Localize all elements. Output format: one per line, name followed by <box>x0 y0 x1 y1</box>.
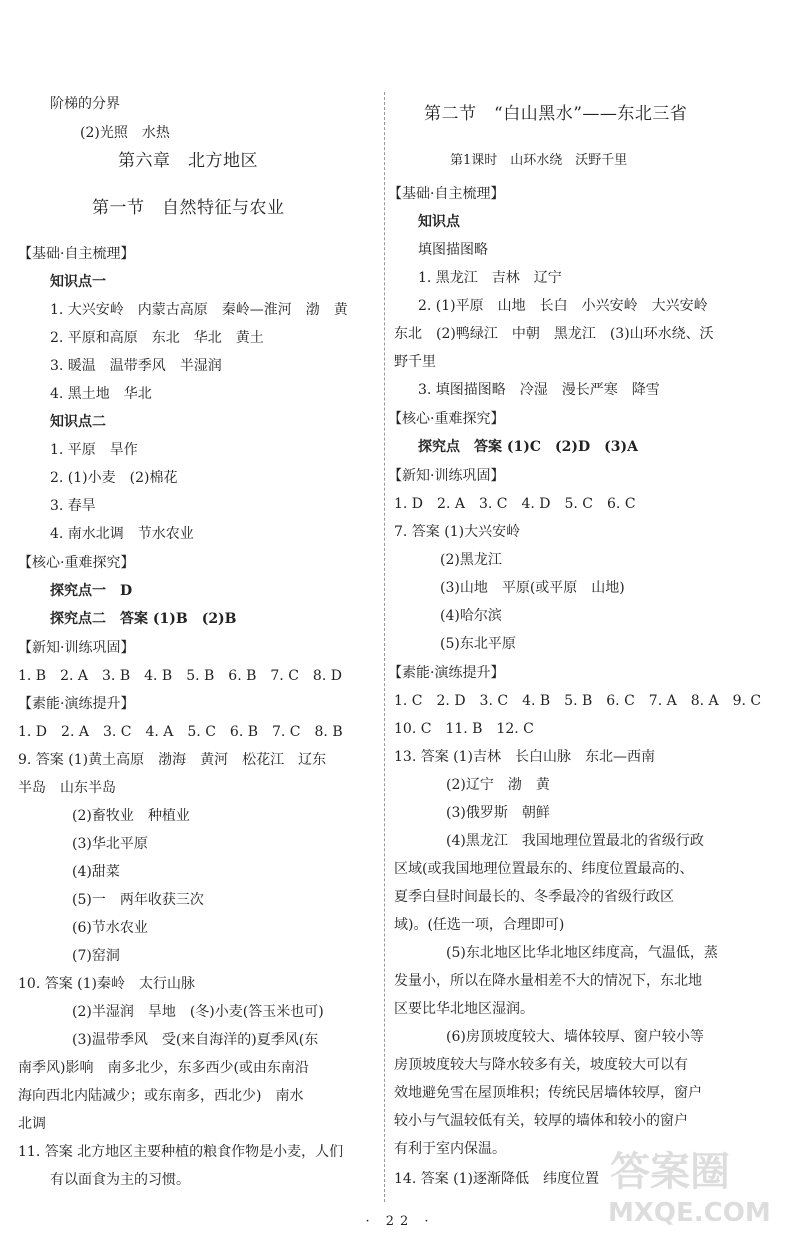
text-line: 1. D 2. A 3. C 4. A 5. C 6. B 7. C 8. B <box>18 724 343 740</box>
text-line: (2)辽宁 渤 黄 <box>446 777 550 793</box>
text-line: 有以面食为主的习惯。 <box>50 1172 190 1188</box>
text-line: 1. C 2. D 3. C 4. B 5. B 6. C 7. A 8. A 9. C <box>394 693 762 709</box>
text-line: 探究点一 D <box>50 583 133 599</box>
text-line: 域)。(任选一项，合理即可) <box>394 917 565 933</box>
text-line: (5)一 两年收获三次 <box>72 892 204 908</box>
section-heading: 【基础·自主梳理】 <box>388 186 505 202</box>
text-line: 7. 答案 (1)大兴安岭 <box>394 524 521 540</box>
page-number: · 22 · <box>365 1214 435 1229</box>
text-line: 10. C 11. B 12. C <box>394 721 534 737</box>
subheading: 知识点 <box>418 214 460 230</box>
text-line: (6)房顶坡度较大、墙体较厚、窗户较小等 <box>446 1029 704 1045</box>
text-line: 发量小，所以在降水量相差不大的情况下，东北地 <box>394 973 702 989</box>
section-heading: 【素能·演练提升】 <box>388 665 505 681</box>
subheading: 知识点二 <box>50 414 106 430</box>
text-line: 南季风)影响 南多北少，东多西少(或由东南沿 <box>18 1060 309 1076</box>
text-line: 9. 答案 (1)黄土高原 渤海 黄河 松花江 辽东 <box>18 752 327 768</box>
watermark-url: MXQE.COM <box>608 1198 771 1228</box>
subheading: 知识点一 <box>50 274 106 290</box>
text-line: (3)温带季风 受(来自海洋的)夏季风(东 <box>72 1032 319 1048</box>
text-line: (4)哈尔滨 <box>440 608 502 624</box>
text-line: 夏季白昼时间最长的、冬季最冷的省级行政区 <box>394 889 674 905</box>
text-line: (4)甜菜 <box>72 864 120 880</box>
text-line: 11. 答案 北方地区主要种植的粮食作物是小麦，人们 <box>18 1144 344 1160</box>
text-line: 1. 平原 旱作 <box>50 442 138 458</box>
text-line: (2)畜牧业 种植业 <box>72 808 190 824</box>
text-line: 2. (1)平原 山地 长白 小兴安岭 大兴安岭 <box>418 298 708 314</box>
chapter-title: 第六章 北方地区 <box>118 151 258 171</box>
text-line: 海向西北内陆减少；或东南多，西北少) 南水 <box>18 1088 304 1104</box>
text-line: 有利于室内保温。 <box>394 1141 506 1157</box>
section-heading: 【素能·演练提升】 <box>18 696 135 712</box>
lesson-title: 第1课时 山环水绕 沃野千里 <box>450 153 628 168</box>
text-line: 野千里 <box>394 354 436 370</box>
section-title: 第一节 自然特征与农业 <box>92 198 285 218</box>
text-line: 14. 答案 (1)逐渐降低 纬度位置 <box>394 1171 599 1187</box>
text-line: 2. (1)小麦 (2)棉花 <box>50 470 178 486</box>
text-line: 探究点 答案 (1)C (2)D (3)A <box>418 439 638 455</box>
text-line: 1. B 2. A 3. B 4. B 5. B 6. B 7. C 8. D <box>18 668 342 684</box>
watermark-text: 答案圈 <box>610 1149 730 1195</box>
text-line: (6)节水农业 <box>72 920 148 936</box>
text-line: 阶梯的分界 <box>50 96 120 112</box>
text-line: 3. 暖温 温带季风 半湿润 <box>50 358 222 374</box>
text-line: 1. 大兴安岭 内蒙古高原 秦岭—淮河 渤 黄 <box>50 302 348 318</box>
text-line: (2)黑龙江 <box>440 552 502 568</box>
text-line: 探究点二 答案 (1)B (2)B <box>50 611 237 627</box>
text-line: 4. 黑土地 华北 <box>50 386 152 402</box>
text-line: (5)东北地区比华北地区纬度高，气温低，蒸 <box>446 945 718 961</box>
column-divider <box>384 92 385 1202</box>
text-line: (5)东北平原 <box>440 636 516 652</box>
section-heading: 【基础·自主梳理】 <box>18 246 135 262</box>
text-line: 房顶坡度较大与降水较多有关，坡度较大可以有 <box>394 1057 688 1073</box>
text-line: (2)半湿润 旱地 (冬)小麦(答玉米也可) <box>72 1004 324 1020</box>
text-line: 填图描图略 <box>418 242 488 258</box>
text-line: (3)华北平原 <box>72 836 148 852</box>
text-line: (3)山地 平原(或平原 山地) <box>440 580 625 596</box>
section-heading: 【核心·重难探究】 <box>18 555 135 571</box>
section-heading: 【核心·重难探究】 <box>388 411 505 427</box>
text-line: 区域(或我国地理位置最东的、纬度位置最高的、 <box>394 861 694 877</box>
text-line: 效地避免雪在屋顶堆积；传统民居墙体较厚，窗户 <box>394 1085 702 1101</box>
text-line: 东北 (2)鸭绿江 中朝 黑龙江 (3)山环水绕、沃 <box>394 326 714 342</box>
text-line: (4)黑龙江 我国地理位置最北的省级行政 <box>446 833 704 849</box>
section-heading: 【新知·训练巩固】 <box>18 640 135 656</box>
text-line: 区要比华北地区湿润。 <box>394 1001 534 1017</box>
text-line: 1. D 2. A 3. C 4. D 5. C 6. C <box>394 496 636 512</box>
section-title: 第二节 “白山黑水”——东北三省 <box>424 104 688 124</box>
text-line: 10. 答案 (1)秦岭 太行山脉 <box>18 976 195 992</box>
section-heading: 【新知·训练巩固】 <box>388 468 505 484</box>
text-line: (3)俄罗斯 朝鲜 <box>446 805 550 821</box>
text-line: 13. 答案 (1)吉林 长白山脉 东北—西南 <box>394 749 655 765</box>
text-line: 1. 黑龙江 吉林 辽宁 <box>418 270 562 286</box>
text-line: 2. 平原和高原 东北 华北 黄土 <box>50 330 264 346</box>
text-line: (2)光照 水热 <box>80 125 170 141</box>
text-line: 4. 南水北调 节水农业 <box>50 526 194 542</box>
text-line: 3. 填图描图略 冷湿 漫长严寒 降雪 <box>418 382 660 398</box>
text-line: 3. 春旱 <box>50 498 96 514</box>
text-line: (7)窑洞 <box>72 948 120 964</box>
text-line: 半岛 山东半岛 <box>18 780 116 796</box>
watermark-logo <box>600 1140 790 1240</box>
text-line: 较小与气温较低有关，较厚的墙体和较小的窗户 <box>394 1113 688 1129</box>
text-line: 北调 <box>18 1116 46 1132</box>
